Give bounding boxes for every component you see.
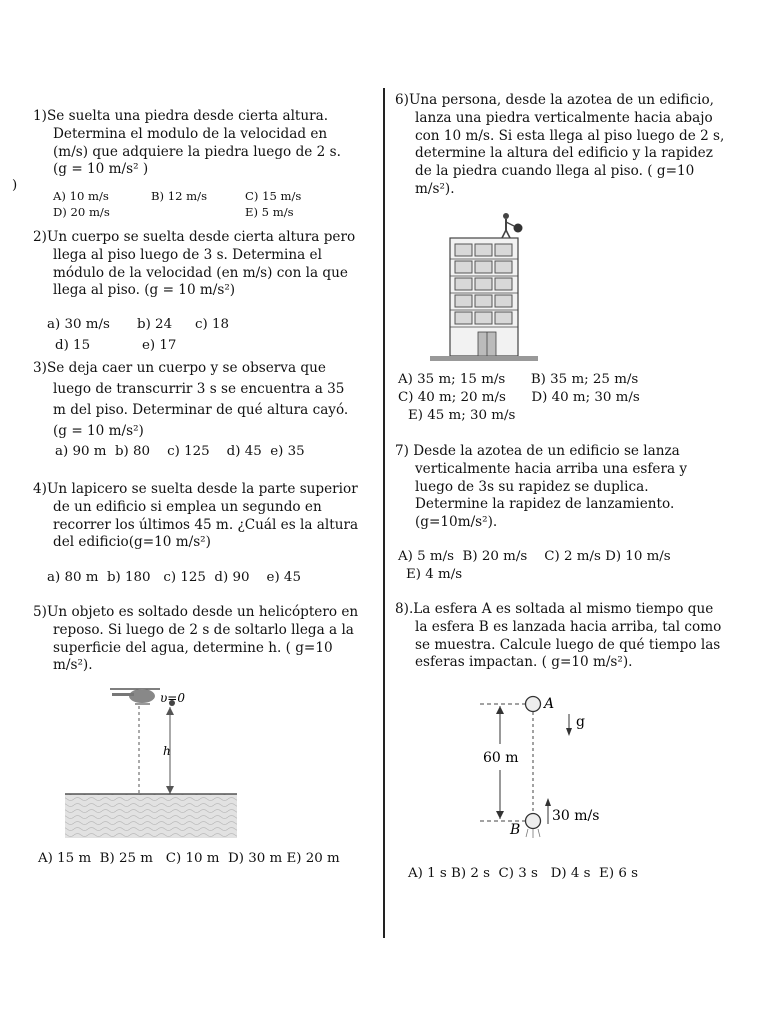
q5-options: A) 15 m B) 25 m C) 10 m D) 30 m E) 20 m bbox=[38, 851, 340, 866]
q5-line: reposo. Si luego de 2 s de soltarlo llega a la bbox=[53, 621, 354, 638]
question-6 bbox=[395, 92, 749, 199]
q1-option-b: B) 12 m/s bbox=[151, 189, 208, 203]
q7-line: (g=10m/s²). bbox=[415, 514, 498, 531]
ball-icon bbox=[514, 224, 523, 233]
sphere-a bbox=[526, 697, 541, 712]
q1-options-row2 bbox=[53, 205, 294, 219]
q2-option-c: c) 18 bbox=[195, 317, 230, 332]
question-3 bbox=[33, 358, 361, 442]
q1-line: (g = 10 m/s² ) bbox=[53, 161, 149, 178]
q2-option-b: b) 24 bbox=[137, 317, 173, 332]
q7-line: verticalmente hacia arriba una esfera y bbox=[415, 460, 688, 477]
sphere-a-label: A bbox=[544, 696, 555, 712]
q2-line: 2)Un cuerpo se suelta desde cierta altura pero bbox=[33, 229, 356, 245]
speed-label: 30 m/s bbox=[552, 808, 600, 824]
q1-line: Determina el modulo de la velocidad en bbox=[53, 125, 328, 142]
q6-options-row3: E) 45 m; 30 m/s bbox=[408, 408, 516, 423]
question-7 bbox=[395, 443, 749, 532]
q2-options-row2 bbox=[55, 338, 177, 353]
question-5 bbox=[33, 604, 361, 675]
helicopter-icon bbox=[110, 689, 160, 704]
q5-line: superficie del agua, determine h. ( g=10 bbox=[53, 639, 333, 656]
ground bbox=[430, 356, 538, 361]
q8-line: se muestra. Calcule luego de qué tiempo las bbox=[415, 636, 721, 653]
q4-line: del edificio(g=10 m/s²) bbox=[53, 534, 211, 551]
q7-options-row1: A) 5 m/s B) 20 m/s C) 2 m/s D) 10 m/s bbox=[398, 549, 671, 564]
q6-options-row2: C) 40 m; 20 m/s D) 40 m; 30 m/s bbox=[398, 390, 640, 405]
q7-line: Determine la rapidez de lanzamiento. bbox=[415, 496, 675, 513]
q2-line: llega al piso. (g = 10 m/s²) bbox=[53, 282, 236, 299]
person-icon bbox=[502, 213, 514, 238]
stray-mark: ) bbox=[12, 178, 18, 193]
q2-options-row1 bbox=[47, 317, 230, 332]
q8-line: 8).La esfera A es soltada al mismo tiempo que bbox=[395, 601, 714, 617]
gravity-label: g bbox=[576, 714, 585, 730]
q7-line: luego de 3s su rapidez se duplica. bbox=[415, 478, 649, 495]
question-1 bbox=[33, 108, 361, 179]
q2-option-a: a) 30 m/s bbox=[47, 317, 110, 332]
q1-option-d: D) 20 m/s bbox=[53, 205, 110, 219]
question-2 bbox=[33, 229, 361, 300]
initial-velocity-label: υ=0 bbox=[160, 691, 185, 705]
q3-line: (g = 10 m/s²) bbox=[53, 423, 144, 439]
q6-line: m/s²). bbox=[415, 180, 455, 197]
sphere-b bbox=[526, 814, 541, 829]
q5-line: m/s²). bbox=[53, 657, 93, 674]
q4-options: a) 80 m b) 180 c) 125 d) 90 e) 45 bbox=[47, 570, 301, 585]
q6-options-row1: A) 35 m; 15 m/s B) 35 m; 25 m/s bbox=[398, 372, 639, 387]
q1-line: (m/s) que adquiere la piedra luego de 2 s. bbox=[53, 143, 341, 160]
distance-label: 60 m bbox=[483, 750, 519, 766]
q1-option-a: A) 10 m/s bbox=[53, 189, 109, 203]
q5-line: 5)Un objeto es soltado desde un helicóptero en bbox=[33, 604, 359, 620]
gravity-arrow-icon bbox=[566, 728, 572, 736]
q2-option-e: e) 17 bbox=[142, 338, 177, 353]
q1-line: 1)Se suelta una piedra desde cierta altura. bbox=[33, 108, 329, 124]
q6-line: con 10 m/s. Si esta llega al piso luego de 2 s, bbox=[415, 127, 725, 144]
q6-line: 6)Una persona, desde la azotea de un edificio, bbox=[395, 92, 714, 108]
question-8 bbox=[395, 601, 749, 672]
column-divider bbox=[383, 88, 385, 938]
q4-line: recorrer los últimos 45 m. ¿Cuál es la altura bbox=[53, 516, 359, 533]
q1-options-row1 bbox=[53, 189, 302, 203]
q3-options: a) 90 m b) 80 c) 125 d) 45 e) 35 bbox=[55, 444, 305, 459]
q1-option-c: C) 15 m/s bbox=[245, 189, 302, 203]
q1-option-e: E) 5 m/s bbox=[245, 205, 294, 219]
q3-line: luego de transcurrir 3 s se encuentra a 35 bbox=[53, 381, 345, 397]
q4-line: de un edificio si emplea un segundo en bbox=[53, 498, 322, 515]
q4-line: 4)Un lapicero se suelta desde la parte superior bbox=[33, 481, 358, 497]
q8-line: la esfera B es lanzada hacia arriba, tal como bbox=[415, 618, 722, 635]
q6-line: determine la altura del edificio y la rapidez bbox=[415, 145, 713, 162]
velocity-arrow-icon bbox=[545, 798, 551, 806]
q3-line: 3)Se deja caer un cuerpo y se observa que bbox=[33, 360, 326, 376]
height-label: h bbox=[163, 744, 171, 758]
sphere-b-label: B bbox=[510, 822, 521, 838]
q8-options: A) 1 s B) 2 s C) 3 s D) 4 s E) 6 s bbox=[408, 866, 638, 881]
spheres-figure bbox=[470, 688, 620, 848]
q2-line: módulo de la velocidad (en m/s) con la que bbox=[53, 264, 348, 281]
q6-line: lanza una piedra verticalmente hacia abajo bbox=[415, 109, 713, 126]
q7-line: 7) Desde la azotea de un edificio se lanza bbox=[395, 443, 680, 459]
q7-options-row2: E) 4 m/s bbox=[406, 567, 463, 582]
q6-line: de la piedra cuando llega al piso. ( g=10 bbox=[415, 163, 695, 180]
q2-option-d: d) 15 bbox=[55, 338, 91, 353]
q8-line: esferas impactan. ( g=10 m/s²). bbox=[415, 654, 633, 671]
helicopter-figure bbox=[60, 682, 240, 842]
q3-line: m del piso. Determinar de qué altura cayó. bbox=[53, 402, 349, 418]
building-figure bbox=[428, 208, 558, 363]
q2-line: llega al piso luego de 3 s. Determina el bbox=[53, 246, 322, 263]
question-4 bbox=[33, 481, 361, 552]
